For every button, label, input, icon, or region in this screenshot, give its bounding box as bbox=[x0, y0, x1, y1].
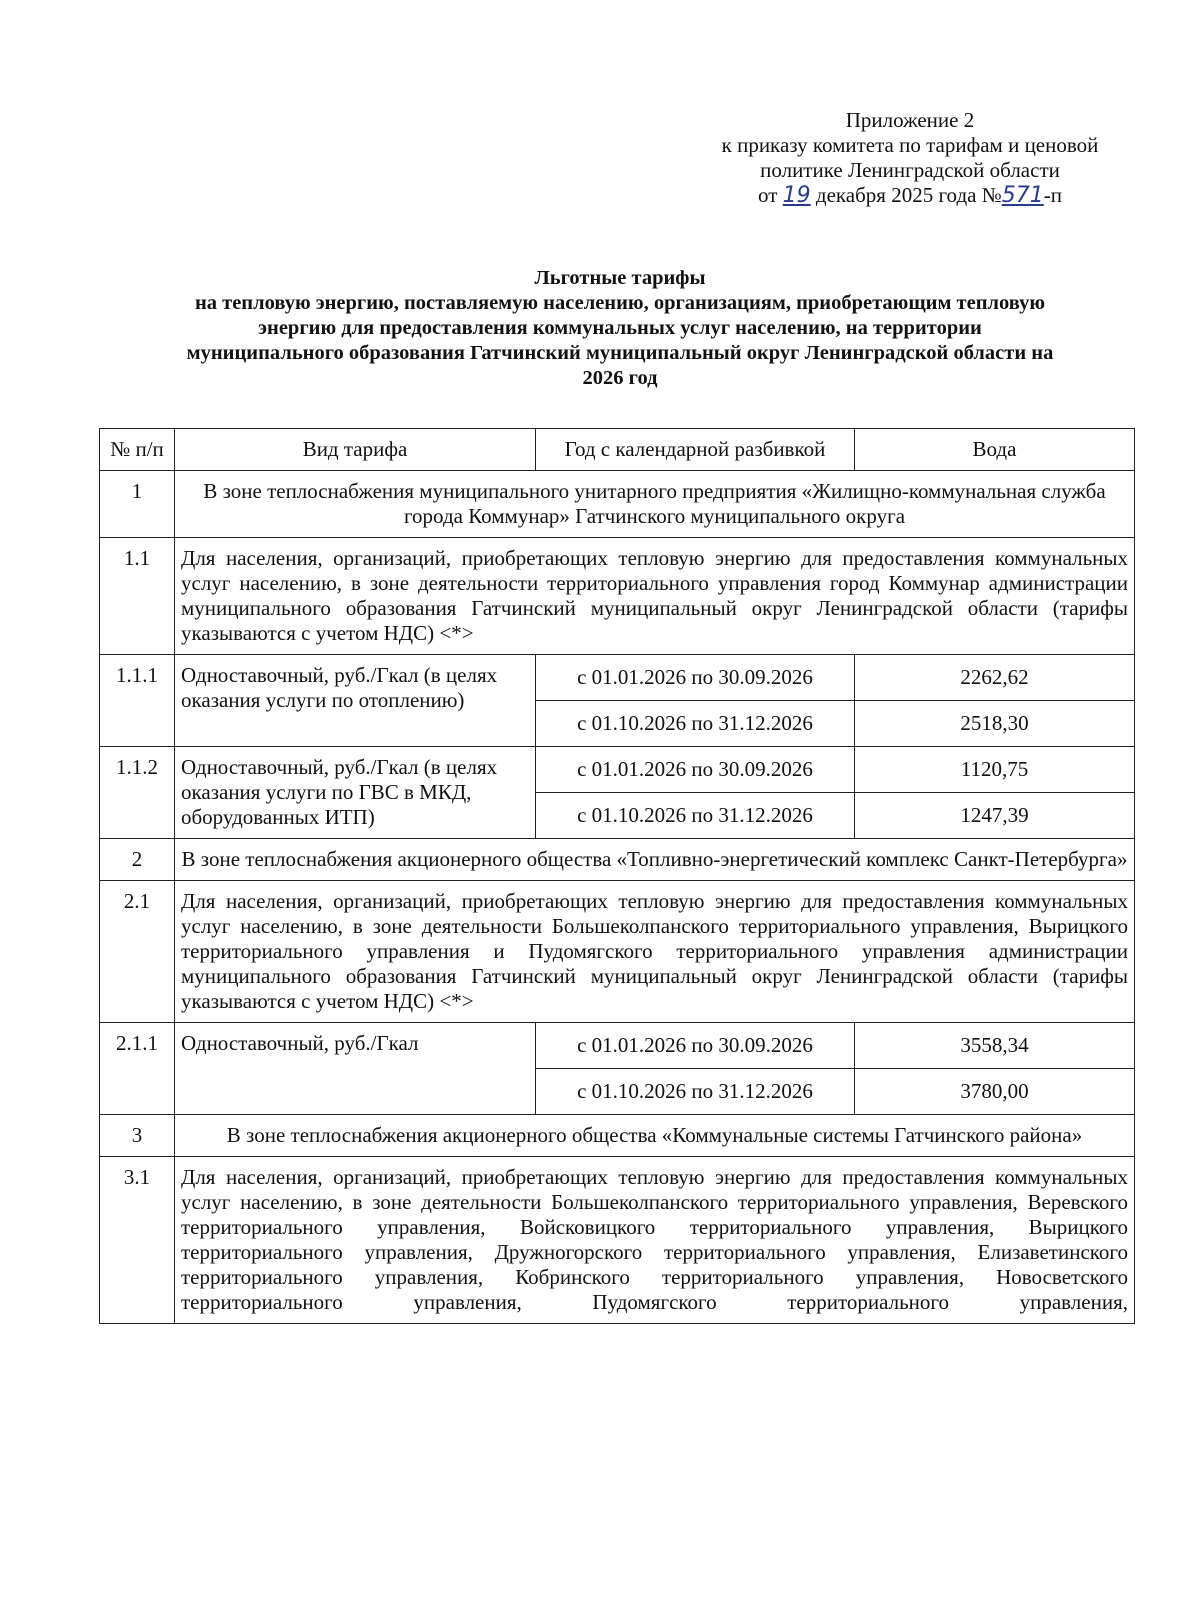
tariff-type: Одноставочный, руб./Гкал (в целях оказания услуги по ГВС в МКД, оборудованных ИТП) bbox=[175, 747, 536, 839]
tariff-value: 3558,34 bbox=[855, 1023, 1135, 1069]
section-row bbox=[100, 839, 1135, 881]
tariff-value: 1247,39 bbox=[855, 793, 1135, 839]
appendix-date-line bbox=[680, 183, 1140, 208]
title-line-3: энергию для предоставления коммунальных услуг населению, на территории bbox=[258, 317, 982, 339]
header-period: Год с календарной разбивкой bbox=[536, 429, 855, 471]
tariff-row bbox=[100, 655, 1135, 701]
tariff-num: 1.1.1 bbox=[100, 655, 175, 747]
appendix-committee-line: политике Ленинградской области bbox=[760, 158, 1060, 182]
subsection-text: Для населения, организаций, приобретающих тепловую энергию для предоставления коммунальных услуг населению, в зоне деятельности территориального управления город Коммунар администрации муниципального образования Гатчинский муниципальный округ Ленинградской области (тарифы указываются с учетом НДС) <*> bbox=[175, 538, 1135, 655]
appendix-block bbox=[680, 108, 1140, 208]
subsection-num: 3.1 bbox=[100, 1157, 175, 1324]
tariff-value: 2262,62 bbox=[855, 655, 1135, 701]
handwritten-day: 19 bbox=[782, 183, 811, 208]
subsection-text: Для населения, организаций, приобретающих тепловую энергию для предоставления коммунальных услуг населению, в зоне деятельности Большеколпанского территориального управления, Веревского территориального управления, Войсковицкого территориального управления, Вырицкого территориального управления, Дружногорского территориального управления, Елизаветинского территориального управления, Кобринского территориального управления, Новосветского территориального управления, Пудомягского территориального управления, bbox=[175, 1157, 1135, 1324]
section-row bbox=[100, 1115, 1135, 1157]
number-suffix: -п bbox=[1043, 183, 1062, 207]
tariff-period: с 01.10.2026 по 31.12.2026 bbox=[536, 701, 855, 747]
tariff-num: 2.1.1 bbox=[100, 1023, 175, 1115]
section-num: 1 bbox=[100, 471, 175, 538]
subsection-row bbox=[100, 1157, 1135, 1324]
tariff-type: Одноставочный, руб./Гкал bbox=[175, 1023, 536, 1115]
tariff-period: с 01.01.2026 по 30.09.2026 bbox=[536, 1023, 855, 1069]
tariff-period: с 01.10.2026 по 31.12.2026 bbox=[536, 793, 855, 839]
title-line-1: Льготные тарифы bbox=[534, 267, 706, 289]
tariff-num: 1.1.2 bbox=[100, 747, 175, 839]
tariff-value: 1120,75 bbox=[855, 747, 1135, 793]
header-type: Вид тарифа bbox=[175, 429, 536, 471]
title-line-5: 2026 год bbox=[582, 367, 658, 389]
table-header-row bbox=[100, 429, 1135, 471]
tariff-table bbox=[99, 428, 1135, 1324]
title-line-2: на тепловую энергию, поставляемую населению, организациям, приобретающим тепловую bbox=[194, 292, 1046, 314]
tariff-period: с 01.01.2026 по 30.09.2026 bbox=[536, 655, 855, 701]
section-num: 3 bbox=[100, 1115, 175, 1157]
section-text: В зоне теплоснабжения муниципального унитарного предприятия «Жилищно-коммунальная служба города Коммунар» Гатчинского муниципального округа bbox=[175, 471, 1135, 538]
title-line-4: муниципального образования Гатчинский муниципальный округ Ленинградской области на bbox=[186, 342, 1054, 364]
appendix-title: Приложение 2 bbox=[845, 108, 975, 132]
section-row bbox=[100, 471, 1135, 538]
subsection-num: 2.1 bbox=[100, 881, 175, 1023]
tariff-value: 3780,00 bbox=[855, 1069, 1135, 1115]
handwritten-number: 571 bbox=[1001, 183, 1044, 208]
subsection-num: 1.1 bbox=[100, 538, 175, 655]
tariff-period: с 01.10.2026 по 31.12.2026 bbox=[536, 1069, 855, 1115]
appendix-order-line: к приказу комитета по тарифам и ценовой bbox=[721, 133, 1099, 157]
document-title bbox=[95, 266, 1145, 391]
tariff-row bbox=[100, 1023, 1135, 1069]
section-text: В зоне теплоснабжения акционерного общества «Топливно-энергетический комплекс Санкт-Петербурга» bbox=[175, 839, 1135, 881]
header-num: № п/п bbox=[100, 429, 175, 471]
section-num: 2 bbox=[100, 839, 175, 881]
tariff-type: Одноставочный, руб./Гкал (в целях оказания услуги по отоплению) bbox=[175, 655, 536, 747]
date-mid: декабря 2025 года № bbox=[815, 183, 1002, 207]
subsection-text: Для населения, организаций, приобретающих тепловую энергию для предоставления коммунальных услуг населению, в зоне деятельности Большеколпанского территориального управления, Вырицкого территориального управления и Пудомягского территориального управления администрации муниципального образования Гатчинский муниципальный округ Ленинградской области (тарифы указываются с учетом НДС) <*> bbox=[175, 881, 1135, 1023]
section-text: В зоне теплоснабжения акционерного общества «Коммунальные системы Гатчинского района» bbox=[175, 1115, 1135, 1157]
header-water: Вода bbox=[855, 429, 1135, 471]
tariff-period: с 01.01.2026 по 30.09.2026 bbox=[536, 747, 855, 793]
tariff-row bbox=[100, 747, 1135, 793]
tariff-value: 2518,30 bbox=[855, 701, 1135, 747]
subsection-row bbox=[100, 881, 1135, 1023]
date-prefix: от bbox=[758, 183, 778, 207]
subsection-row bbox=[100, 538, 1135, 655]
